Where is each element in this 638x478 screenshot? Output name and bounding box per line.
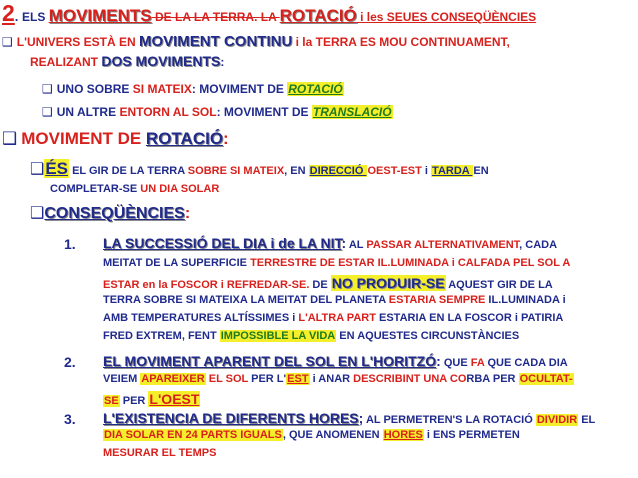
conseq-a: CONSEQÜÈNCIES [44, 205, 185, 222]
item2-line-2 [103, 374, 574, 385]
sub1-a: UNO SOBRE [56, 82, 133, 96]
es-i: EN [473, 165, 489, 177]
univers-b: MOVIMENT CONTINU [138, 33, 293, 50]
sub1-d: ROTACIÓ [288, 82, 343, 96]
item2-l2d: PER L' [248, 373, 287, 385]
univers-line-1 [2, 34, 510, 49]
item1-l2b: TERRESTRE DE ESTAR IL.LUMINADA i CALFADA PEL SOL A [250, 257, 571, 269]
item2-b: FA [470, 357, 485, 369]
univers-line-2 [30, 54, 224, 68]
item3-title: L'EXISTENCIA DE DIFERENTS HORES [103, 410, 359, 426]
item1-l4b: ESTARIA SEMPRE [388, 294, 486, 306]
univers-a: L'UNIVERS ESTÀ EN [16, 35, 139, 49]
item3-line-1 [103, 411, 595, 426]
item2-colon: : [436, 353, 441, 369]
item3-colon: ; [358, 410, 364, 426]
item2-l3c: L'OEST [149, 391, 200, 407]
checkbox-bullet-icon: ❑ [42, 82, 53, 96]
item3-l2a: DIA SOLAR EN 24 PARTS IGUALS [104, 429, 282, 441]
checkbox-bullet-icon: ❑ [30, 203, 45, 222]
item1-b: PASSAR ALTERNATIVAMENT [366, 239, 520, 251]
item3-l3: MESURAR EL TEMPS [103, 447, 217, 459]
item2-number: 2. [64, 354, 76, 370]
slide-title [2, 2, 536, 25]
item2-line-1 [103, 354, 568, 369]
item1-l3a: ESTAR en la FOSCOR i REFREDAR-SE. [103, 279, 310, 291]
sub1-b: SI MATEIX [132, 82, 192, 96]
es-k: UN DIA SOLAR [140, 183, 220, 195]
item2-l2b: APAREIXER [141, 373, 205, 385]
moviment-a: MOVIMENT DE [21, 129, 146, 148]
item1-line-1 [103, 236, 557, 251]
es-h: TARDA [432, 165, 473, 177]
item1-l6c: EN AQUESTES CIRCUNSTÀNCIES [336, 330, 520, 342]
item1-line-6 [103, 331, 519, 342]
item2-l2g: DESCRIBINT UNA CO [353, 373, 467, 385]
item2-l2f: i ANAR [309, 373, 354, 385]
item2-title: EL MOVIMENT APARENT DEL SOL EN L'HORITZÓ [103, 353, 437, 369]
item3-a: AL PERMETREN'S LA ROTACIÓ [363, 414, 536, 426]
item1-l4: TERRA SOBRE SI MATEIXA LA MEITAT DEL PLANETA [103, 294, 389, 306]
es-b: EL GIR DE LA TERRA [69, 165, 188, 177]
es-d: , EN [284, 165, 309, 177]
title-els: ELS [22, 10, 49, 24]
item2-l2i: OCULTAT- [519, 373, 573, 385]
item3-line-2 [103, 430, 520, 441]
moviment-b: ROTACIÓ [145, 129, 224, 148]
item3-b: DIVIDIR [536, 414, 578, 426]
item1-l6a: FRED EXTREM, FENT [103, 330, 220, 342]
es-c: SOBRE SI MATEIX [187, 165, 285, 177]
item2-l2e: EST [287, 373, 309, 385]
title-sep: . [14, 9, 23, 24]
sub2-a: UN ALTRE [56, 105, 120, 119]
item1-l5c: ESTARIA EN LA FOSCOR i PATIRIA [375, 312, 564, 324]
item1-colon: : [341, 235, 347, 251]
item1-l4c: IL.LUMINADA i [485, 294, 566, 306]
item2-c: QUE CADA DIA [484, 357, 568, 369]
title-de-la-terra: DE LA LA TERRA. LA [151, 10, 280, 24]
item3-line-3 [103, 448, 216, 459]
sub2-d: TRANSLACIÓ [312, 105, 392, 119]
item2-line-3 [103, 392, 200, 407]
item1-c: , CADA [519, 239, 558, 251]
item1-l5b: L'ALTRA PART [298, 312, 376, 324]
item3-c: EL [578, 414, 596, 426]
es-j: COMPLETAR-SE [50, 183, 141, 195]
title-moviments: MOVIMENTS [48, 6, 152, 25]
item1-l3b: DE [309, 279, 331, 291]
item2-l3b: PER [119, 395, 149, 407]
item1-l6b: IMPOSSIBLE LA VIDA [220, 330, 336, 342]
checkbox-bullet-icon: ❑ [2, 129, 18, 149]
item2-a: QUE [440, 357, 471, 369]
checkbox-bullet-icon: ❑ [30, 159, 45, 178]
sub-item-rotacio [42, 83, 344, 95]
moviment-heading [2, 130, 229, 148]
title-number: 2 [2, 0, 15, 26]
item1-l5a: AMB TEMPERATURES ALTÍSSIMES i [103, 312, 299, 324]
item1-line-4 [103, 295, 566, 306]
item2-l2c: EL SOL [205, 373, 249, 385]
title-rest: i les SEUES CONSEQÜÈNCIES [356, 10, 537, 24]
item1-number: 1. [64, 236, 76, 252]
item3-l2b: , QUE ANOMENEN [282, 429, 383, 441]
item2-l3a: SE [104, 395, 119, 407]
es-e: DIRECCIÓ [309, 165, 367, 177]
item1-line-2 [103, 258, 570, 269]
title-rotacio: ROTACIÓ [279, 6, 357, 25]
conseq-b: : [184, 205, 191, 222]
item3-number: 3. [64, 411, 76, 427]
es-a: ÉS [45, 159, 69, 178]
item1-title: LA SUCCESSIÓ DEL DIA i de LA NIT [103, 235, 342, 251]
sub-item-translacio [42, 106, 393, 118]
item2-l2a: VEIEM [103, 373, 141, 385]
checkbox-bullet-icon: ❑ [2, 35, 13, 49]
moviment-c: : [223, 129, 229, 148]
item2-l2h: RBA PER [466, 373, 519, 385]
es-f: OEST-EST [367, 165, 422, 177]
univers-e: DOS MOVIMENTS [101, 53, 221, 69]
item1-l2a: MEITAT DE LA SUPERFICIE [103, 257, 251, 269]
es-g: i [421, 165, 432, 177]
sub2-b: ENTORN AL SOL [119, 105, 217, 119]
sub1-c: : MOVIMENT DE [191, 82, 288, 96]
checkbox-bullet-icon: ❑ [42, 105, 53, 119]
univers-d: REALIZANT [30, 55, 102, 69]
item3-l2d: i ENS PERMETEN [423, 429, 520, 441]
es-line-2 [50, 184, 219, 195]
item1-line-3 [103, 276, 553, 291]
consequencies-heading [30, 205, 190, 222]
univers-c: i la TERRA ES MOU CONTINUAMENT, [292, 35, 510, 49]
item1-l3c: NO PRODUIR-SE [331, 275, 445, 291]
sub2-c: : MOVIMENT DE [216, 105, 312, 119]
univers-f: : [220, 55, 225, 69]
es-line-1 [30, 160, 489, 177]
item1-a: AL [346, 239, 367, 251]
item1-line-5 [103, 313, 563, 324]
item1-l3d: AQUEST GIR DE LA [445, 279, 553, 291]
item3-l2c: HORES [383, 429, 423, 441]
